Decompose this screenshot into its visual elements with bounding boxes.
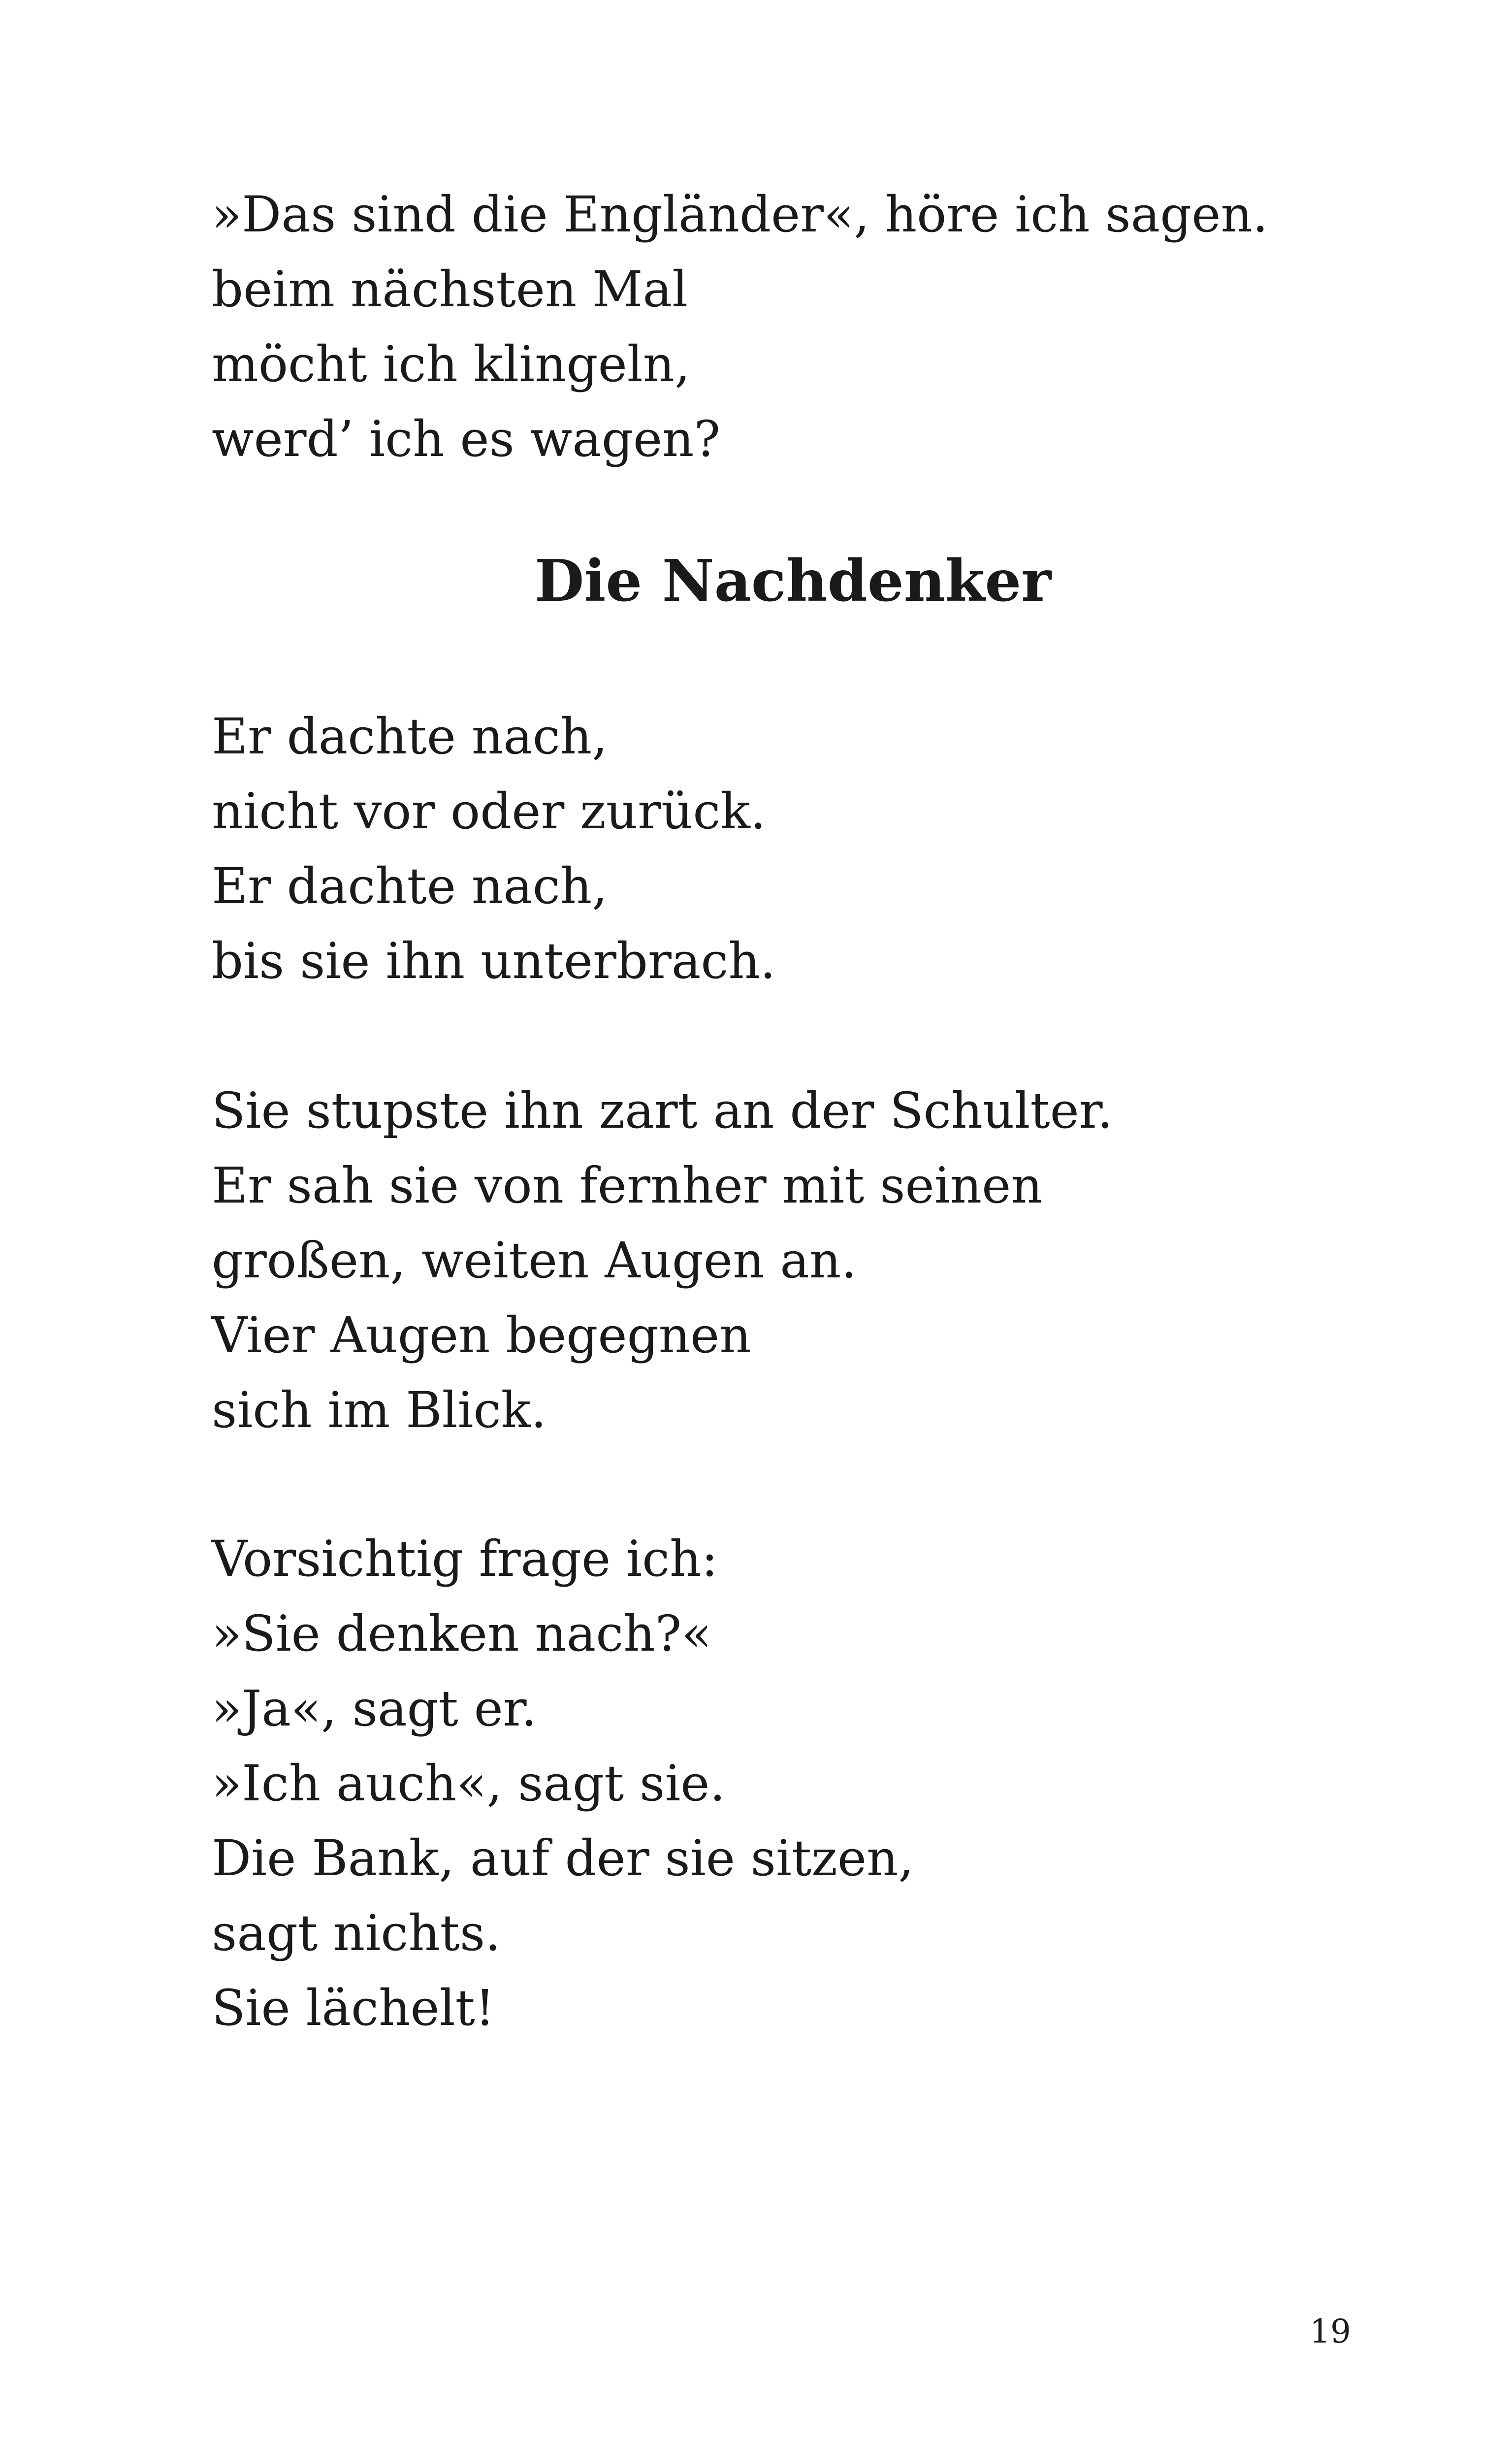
poem-line: Sie stupste ihn zart an der Schulter. (212, 1082, 1113, 1140)
poem-line: nicht vor oder zurück. (212, 782, 766, 840)
poem-line: Die Bank, auf der sie sitzen, (212, 1829, 914, 1887)
poem-line: sagt nichts. (212, 1904, 501, 1962)
poem-stanza-3 (212, 1522, 1344, 2046)
poem-line: möcht ich klingeln, (212, 335, 690, 393)
poem-line: »Das sind die Engländer«, höre ich sagen. (212, 186, 1268, 243)
poem-line: großen, weiten Augen an. (212, 1232, 857, 1289)
poem-line: werd’ ich es wagen? (212, 410, 721, 468)
poem-stanza-2 (212, 1074, 1344, 1448)
poem-line: Er dachte nach, (212, 857, 608, 915)
poem-line: »Ja«, sagt er. (212, 1680, 537, 1737)
poem-line: sich im Blick. (212, 1381, 547, 1439)
poem-line: »Ich auch«, sagt sie. (212, 1755, 726, 1812)
poem-line: beim nächsten Mal (212, 261, 688, 318)
poem-line: Vier Augen begegnen (212, 1306, 751, 1364)
poem-line: »Sie denken nach?« (212, 1605, 712, 1662)
poem-stanza-1 (212, 699, 1344, 999)
previous-poem-stanza (212, 177, 1344, 477)
page-number: 19 (1310, 2313, 1351, 2350)
poem-line: Sie lächelt! (212, 1979, 495, 2037)
poem-line: Vorsichtig frage ich: (212, 1530, 718, 1588)
poem-line: bis sie ihn unterbrach. (212, 932, 776, 990)
poem-title: Die Nachdenker (534, 548, 1052, 615)
poem-line: Er dachte nach, (212, 708, 608, 765)
poem-line: Er sah sie von fernher mit seinen (212, 1157, 1043, 1214)
